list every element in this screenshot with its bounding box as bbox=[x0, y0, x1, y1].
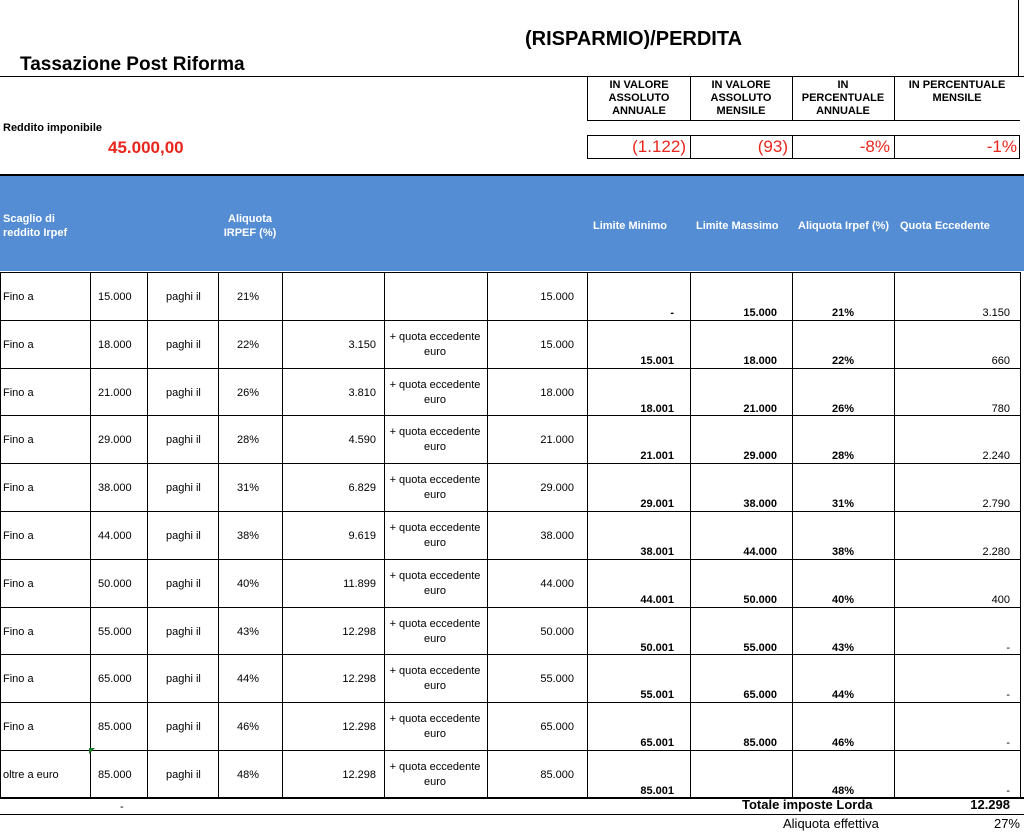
row-quota-eccedente-value[interactable]: 780 bbox=[991, 403, 1010, 415]
row-limit[interactable]: 38.000 bbox=[98, 482, 132, 494]
row-quota-eccedente: + quota eccedente euro bbox=[389, 761, 481, 788]
row-base-amount[interactable]: 12.298 bbox=[342, 721, 376, 733]
grid-column-line bbox=[1020, 272, 1021, 797]
row-limite-massimo[interactable]: 55.000 bbox=[743, 642, 777, 654]
row-limite-massimo[interactable]: 18.000 bbox=[743, 355, 777, 367]
table-row-line bbox=[0, 368, 1020, 369]
row-rate[interactable]: 43% bbox=[237, 626, 260, 638]
row-paghi: paghi il bbox=[166, 530, 201, 542]
row-aliquota-irpef[interactable]: 28% bbox=[831, 450, 855, 462]
row-quota-eccedente-value[interactable]: - bbox=[1006, 642, 1010, 654]
row-paghi: paghi il bbox=[166, 339, 201, 351]
row-aliquota-irpef[interactable]: 48% bbox=[831, 785, 855, 797]
header-quota-eccedente: Quota Eccedente bbox=[900, 220, 990, 232]
row-limit[interactable]: 29.000 bbox=[98, 434, 132, 446]
reddito-value[interactable]: 45.000,00 bbox=[108, 138, 184, 157]
row-rate[interactable]: 44% bbox=[237, 673, 260, 685]
row-limite-minimo[interactable]: 38.001 bbox=[640, 546, 674, 558]
row-limite-massimo[interactable]: 85.000 bbox=[743, 737, 777, 749]
table-row-line bbox=[0, 320, 1020, 321]
row-paghi: paghi il bbox=[166, 769, 201, 781]
row-quota-eccedente: + quota eccedente euro bbox=[389, 379, 481, 406]
row-paghi: paghi il bbox=[166, 387, 201, 399]
summary-value-annual-percent[interactable]: -8% bbox=[859, 137, 890, 156]
grid-column-line bbox=[147, 272, 148, 797]
cell-note-marker bbox=[89, 748, 95, 754]
row-aliquota-irpef[interactable]: 31% bbox=[831, 498, 855, 510]
row-quota-eccedente: + quota eccedente euro bbox=[389, 618, 481, 645]
row-quota-eccedente-value[interactable]: 400 bbox=[991, 594, 1010, 606]
aliquota-effettiva-label: Aliquota effettiva bbox=[783, 816, 879, 831]
summary-header-monthly-percent: IN PERCENTUALE MENSILE bbox=[908, 79, 1006, 104]
row-base-amount[interactable]: 12.298 bbox=[342, 673, 376, 685]
summary-value-monthly-percent[interactable]: -1% bbox=[986, 137, 1017, 156]
row-limit[interactable]: 85.000 bbox=[98, 721, 132, 733]
row-quota-eccedente: + quota eccedente euro bbox=[389, 522, 481, 549]
row-limite-minimo[interactable]: 21.001 bbox=[640, 450, 674, 462]
grid-column-line bbox=[0, 272, 1, 797]
row-threshold[interactable]: 21.000 bbox=[540, 434, 574, 446]
row-quota-eccedente-value[interactable]: - bbox=[1006, 737, 1010, 749]
grid-column-line bbox=[792, 272, 793, 797]
row-base-amount[interactable]: 12.298 bbox=[342, 769, 376, 781]
row-paghi: paghi il bbox=[166, 482, 201, 494]
row-limite-minimo[interactable]: 65.001 bbox=[640, 737, 674, 749]
row-quota-eccedente-value[interactable]: 2.790 bbox=[982, 498, 1010, 510]
row-label: Fino a bbox=[3, 530, 34, 542]
row-quota-eccedente-value[interactable]: 2.280 bbox=[982, 546, 1010, 558]
row-limite-massimo[interactable]: 21.000 bbox=[743, 403, 777, 415]
row-limite-minimo[interactable]: 85.001 bbox=[640, 785, 674, 797]
row-limite-massimo[interactable]: 29.000 bbox=[743, 450, 777, 462]
row-quota-eccedente-value[interactable]: - bbox=[1006, 689, 1010, 701]
row-paghi: paghi il bbox=[166, 578, 201, 590]
row-limit[interactable]: 18.000 bbox=[98, 339, 132, 351]
row-aliquota-irpef[interactable]: 22% bbox=[831, 355, 855, 367]
row-limit[interactable]: 21.000 bbox=[98, 387, 132, 399]
summary-value-monthly[interactable]: (93) bbox=[757, 137, 788, 156]
row-rate[interactable]: 21% bbox=[237, 291, 260, 303]
row-label: Fino a bbox=[3, 626, 34, 638]
row-limite-minimo[interactable]: 29.001 bbox=[640, 498, 674, 510]
row-limite-minimo[interactable]: 50.001 bbox=[640, 642, 674, 654]
row-quota-eccedente-value[interactable]: 2.240 bbox=[982, 450, 1010, 462]
tassazione-title: Tassazione Post Riforma bbox=[20, 54, 245, 75]
row-label: oltre a euro bbox=[3, 769, 59, 781]
row-base-amount[interactable]: 9.619 bbox=[348, 530, 376, 542]
table-row-line bbox=[0, 415, 1020, 416]
row-rate[interactable]: 40% bbox=[237, 578, 260, 590]
row-paghi: paghi il bbox=[166, 626, 201, 638]
aliquota-effettiva-value[interactable]: 27% bbox=[993, 816, 1020, 831]
grid-column-line bbox=[487, 272, 488, 797]
totale-imposte-label: Totale imposte Lorda bbox=[742, 797, 873, 812]
table-row-line bbox=[0, 750, 1020, 751]
row-limite-minimo[interactable]: 44.001 bbox=[640, 594, 674, 606]
row-limit[interactable]: 15.000 bbox=[98, 291, 132, 303]
row-rate[interactable]: 38% bbox=[237, 530, 260, 542]
header-aliquota-irpef: Aliquota Irpef (%) bbox=[798, 220, 890, 232]
row-limit[interactable]: 44.000 bbox=[98, 530, 132, 542]
row-aliquota-irpef[interactable]: 38% bbox=[831, 546, 855, 558]
row-label: Fino a bbox=[3, 339, 34, 351]
row-rate[interactable]: 28% bbox=[237, 434, 260, 446]
header-scaglio: Scaglio di reddito Irpef bbox=[3, 213, 68, 239]
row-label: Fino a bbox=[3, 673, 34, 685]
row-label: Fino a bbox=[3, 291, 34, 303]
row-quota-eccedente: + quota eccedente euro bbox=[389, 665, 481, 692]
table-row-line bbox=[0, 607, 1020, 608]
row-limite-massimo[interactable]: 65.000 bbox=[743, 689, 777, 701]
totale-imposte-value[interactable]: 12.298 bbox=[970, 797, 1010, 812]
row-quota-eccedente-value[interactable]: - bbox=[1006, 785, 1010, 797]
row-quota-eccedente: + quota eccedente euro bbox=[389, 474, 481, 501]
row-threshold[interactable]: 55.000 bbox=[540, 673, 574, 685]
summary-header-annual-percent: IN PERCENTUALE ANNUALE bbox=[801, 79, 885, 117]
row-base-amount[interactable]: 3.150 bbox=[348, 339, 376, 351]
row-paghi: paghi il bbox=[166, 434, 201, 446]
row-limit[interactable]: 50.000 bbox=[98, 578, 132, 590]
grid-column-line bbox=[218, 272, 219, 797]
row-limite-massimo[interactable]: 38.000 bbox=[743, 498, 777, 510]
row-threshold[interactable]: 38.000 bbox=[540, 530, 574, 542]
grid-column-line bbox=[894, 272, 895, 797]
header-aliquota: Aliquota IRPEF (%) bbox=[223, 213, 277, 239]
row-label: Fino a bbox=[3, 434, 34, 446]
row-threshold[interactable]: 15.000 bbox=[540, 339, 574, 351]
table-row-line bbox=[0, 559, 1020, 560]
row-quota-eccedente-value[interactable]: 660 bbox=[991, 355, 1010, 367]
reddito-label: Reddito imponibile bbox=[3, 122, 102, 134]
top-divider bbox=[0, 76, 1024, 77]
row-threshold[interactable]: 29.000 bbox=[540, 482, 574, 494]
row-quota-eccedente: + quota eccedente euro bbox=[389, 331, 481, 358]
row-threshold[interactable]: 15.000 bbox=[540, 291, 574, 303]
risparmio-title: (RISPARMIO)/PERDITA bbox=[525, 28, 743, 50]
table-row-line bbox=[0, 272, 1020, 273]
row-aliquota-irpef[interactable]: 46% bbox=[831, 737, 855, 749]
footer-dash: - bbox=[120, 801, 124, 813]
row-rate[interactable]: 26% bbox=[237, 387, 260, 399]
row-rate[interactable]: 31% bbox=[237, 482, 260, 494]
row-label: Fino a bbox=[3, 482, 34, 494]
row-threshold[interactable]: 50.000 bbox=[540, 626, 574, 638]
row-aliquota-irpef[interactable]: 26% bbox=[831, 403, 855, 415]
row-quota-eccedente: + quota eccedente euro bbox=[389, 570, 481, 597]
row-quota-eccedente: + quota eccedente euro bbox=[389, 426, 481, 453]
table-row-line bbox=[0, 511, 1020, 512]
row-limite-minimo[interactable]: 18.001 bbox=[640, 403, 674, 415]
grid-column-line bbox=[690, 272, 691, 797]
row-base-amount[interactable]: 6.829 bbox=[348, 482, 376, 494]
row-rate[interactable]: 48% bbox=[237, 769, 260, 781]
row-threshold[interactable]: 65.000 bbox=[540, 721, 574, 733]
row-rate[interactable]: 22% bbox=[237, 339, 260, 351]
row-limite-massimo[interactable]: 50.000 bbox=[743, 594, 777, 606]
row-base-amount[interactable]: 12.298 bbox=[342, 626, 376, 638]
row-threshold[interactable]: 44.000 bbox=[540, 578, 574, 590]
row-base-amount[interactable]: 4.590 bbox=[348, 434, 376, 446]
grid-column-line bbox=[282, 272, 283, 797]
row-limite-massimo[interactable]: 15.000 bbox=[743, 307, 777, 319]
table-row-line bbox=[0, 702, 1020, 703]
row-limite-massimo[interactable]: 44.000 bbox=[743, 546, 777, 558]
row-base-amount[interactable]: 3.810 bbox=[348, 387, 376, 399]
row-quota-eccedente-value[interactable]: 3.150 bbox=[982, 307, 1010, 319]
row-base-amount[interactable]: 11.899 bbox=[343, 578, 376, 590]
header-limite-massimo: Limite Massimo bbox=[696, 220, 779, 232]
grid-column-line bbox=[587, 272, 588, 797]
row-limit[interactable]: 55.000 bbox=[98, 626, 132, 638]
table-header bbox=[0, 174, 1024, 271]
row-paghi: paghi il bbox=[166, 721, 201, 733]
row-rate[interactable]: 46% bbox=[237, 721, 260, 733]
top-right-border bbox=[1018, 0, 1019, 77]
header-limite-minimo: Limite Minimo bbox=[593, 220, 667, 232]
row-limite-minimo[interactable]: 55.001 bbox=[640, 689, 674, 701]
row-limit[interactable]: 85.000 bbox=[98, 769, 132, 781]
summary-header-annual-value: IN VALORE ASSOLUTO ANNUALE bbox=[608, 79, 670, 117]
row-aliquota-irpef[interactable]: 21% bbox=[831, 307, 855, 319]
summary-header-monthly-value: IN VALORE ASSOLUTO MENSILE bbox=[710, 79, 772, 117]
row-paghi: paghi il bbox=[166, 673, 201, 685]
row-limite-minimo[interactable]: - bbox=[670, 307, 674, 319]
table-row-line bbox=[0, 654, 1020, 655]
row-label: Fino a bbox=[3, 387, 34, 399]
row-paghi: paghi il bbox=[166, 291, 201, 303]
row-limite-minimo[interactable]: 15.001 bbox=[640, 355, 674, 367]
grid-column-line bbox=[90, 272, 91, 797]
row-limit[interactable]: 65.000 bbox=[98, 673, 132, 685]
row-threshold[interactable]: 18.000 bbox=[540, 387, 574, 399]
row-aliquota-irpef[interactable]: 44% bbox=[831, 689, 855, 701]
summary-value-annual[interactable]: (1.122) bbox=[632, 137, 686, 156]
row-label: Fino a bbox=[3, 721, 34, 733]
row-label: Fino a bbox=[3, 578, 34, 590]
row-threshold[interactable]: 85.000 bbox=[540, 769, 574, 781]
table-row-line bbox=[0, 463, 1020, 464]
row-quota-eccedente: + quota eccedente euro bbox=[389, 713, 481, 740]
row-aliquota-irpef[interactable]: 43% bbox=[831, 642, 855, 654]
row-aliquota-irpef[interactable]: 40% bbox=[831, 594, 855, 606]
